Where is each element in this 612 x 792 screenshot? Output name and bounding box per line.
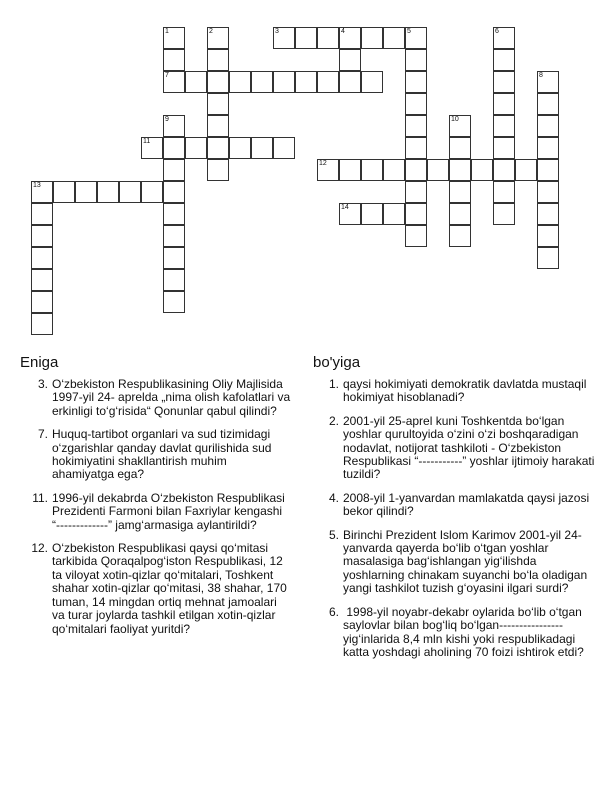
crossword-cell[interactable]	[185, 137, 207, 159]
crossword-cell[interactable]	[53, 181, 75, 203]
across-heading: Eniga	[20, 354, 59, 371]
crossword-cell[interactable]	[317, 159, 339, 181]
crossword-cell[interactable]	[493, 115, 515, 137]
crossword-cell[interactable]	[163, 71, 185, 93]
crossword-cell[interactable]	[119, 181, 141, 203]
crossword-cell[interactable]	[163, 49, 185, 71]
crossword-cell[interactable]	[317, 27, 339, 49]
crossword-cell[interactable]	[361, 71, 383, 93]
cell-number: 1	[165, 28, 169, 35]
crossword-cell[interactable]	[537, 247, 559, 269]
crossword-cell[interactable]	[537, 181, 559, 203]
clue-item	[313, 492, 598, 519]
crossword-cell[interactable]	[229, 71, 251, 93]
clue-text: qaysi hokimiyati demokratik davlatda mustaqil hokimiyat hisoblanadi?	[343, 377, 590, 405]
crossword-cell[interactable]	[339, 71, 361, 93]
crossword-cell[interactable]	[207, 71, 229, 93]
clue-item	[22, 542, 292, 636]
clue-text: Huquq-tartibot organlari va sud tizimidagi o‘zgarishlar qanday davlat qurilishida sud hokimiyatini shakllantirish muhim ahamiyatga ega?	[52, 427, 275, 482]
cell-number: 2	[209, 28, 213, 35]
cell-number: 6	[495, 28, 499, 35]
crossword-cell[interactable]	[141, 137, 163, 159]
clue-item	[22, 378, 292, 418]
crossword-cell[interactable]	[97, 181, 119, 203]
crossword-cell[interactable]	[163, 27, 185, 49]
crossword-cell[interactable]	[405, 137, 427, 159]
crossword-cell[interactable]	[163, 181, 185, 203]
crossword-cell[interactable]	[405, 115, 427, 137]
crossword-cell[interactable]	[449, 159, 471, 181]
crossword-cell[interactable]	[493, 93, 515, 115]
clue-number: 3.	[37, 377, 48, 391]
crossword-cell[interactable]	[251, 137, 273, 159]
crossword-cell[interactable]	[471, 159, 493, 181]
clue-item	[22, 428, 292, 482]
cell-number: 14	[341, 204, 349, 211]
crossword-cell[interactable]	[405, 71, 427, 93]
crossword-cell[interactable]	[163, 115, 185, 137]
crossword-cell[interactable]	[493, 49, 515, 71]
crossword-cell[interactable]	[449, 137, 471, 159]
crossword-cell[interactable]	[493, 71, 515, 93]
crossword-cell[interactable]	[493, 159, 515, 181]
crossword-cell[interactable]	[383, 203, 405, 225]
crossword-cell[interactable]	[339, 159, 361, 181]
crossword-cell[interactable]	[537, 115, 559, 137]
crossword-cell[interactable]	[229, 137, 251, 159]
clue-text: O‘zbekiston Respublikasining Oliy Majlisida 1997-yil 24- aprelda „nima olish kafolatlari va erkinligi to‘g‘risida“ Qonunlar qabul qilindi?	[52, 377, 291, 418]
clue-item	[313, 606, 598, 660]
crossword-cell[interactable]	[537, 71, 559, 93]
crossword-cell[interactable]	[339, 203, 361, 225]
crossword-cell[interactable]	[537, 159, 559, 181]
clue-number: 6.	[328, 604, 339, 619]
crossword-cell[interactable]	[163, 269, 185, 291]
down-clue-list	[313, 378, 598, 669]
crossword-cell[interactable]	[537, 137, 559, 159]
across-clue-list	[22, 378, 292, 646]
clue-text: 1998-yil noyabr-dekabr oylarida bo‘lib o‘tgan saylovlar bilan bog‘liq bo‘lgan---------------- yig‘inlarida 8,4 mln kishi yoki respublikadagi katta yoshdagi aholining 70 foizi ishtirok etdi?	[343, 604, 586, 659]
crossword-cell[interactable]	[449, 225, 471, 247]
crossword-cell[interactable]	[31, 247, 53, 269]
crossword-cell[interactable]	[163, 225, 185, 247]
crossword-cell[interactable]	[141, 181, 163, 203]
clue-number: 1.	[328, 377, 339, 391]
clue-number: 11.	[32, 490, 48, 505]
crossword-cell[interactable]	[493, 27, 515, 49]
crossword-cell[interactable]	[31, 269, 53, 291]
crossword-cell[interactable]	[273, 27, 295, 49]
crossword-cell[interactable]	[405, 27, 427, 49]
crossword-cell[interactable]	[163, 247, 185, 269]
clue-number: 2.	[328, 413, 339, 428]
crossword-cell[interactable]	[405, 159, 427, 181]
crossword-cell[interactable]	[207, 49, 229, 71]
crossword-cell[interactable]	[163, 203, 185, 225]
crossword-cell[interactable]	[537, 93, 559, 115]
crossword-cell[interactable]	[493, 181, 515, 203]
clue-text: O‘zbekiston Respublikasi qaysi qo‘mitasi tarkibida Qoraqalpog‘iston Respublikasi, 12 ta viloyat xotin-qizlar qo‘mitalari, Toshkent shahar xotin-qizlar qo‘mitasi, 38 shahar, 170 tuman, 14 mingdan ortiq mehnat jamoalari va turar joylarda tashkil etilgan xotin-qizlar qo‘mitalari faoliyat yuritdi?	[52, 541, 291, 636]
crossword-cell[interactable]	[207, 137, 229, 159]
cell-number: 8	[539, 72, 543, 79]
crossword-cell[interactable]	[251, 71, 273, 93]
crossword-cell[interactable]	[31, 225, 53, 247]
crossword-cell[interactable]	[273, 137, 295, 159]
crossword-cell[interactable]	[537, 203, 559, 225]
cell-number: 9	[165, 116, 169, 123]
crossword-cell[interactable]	[537, 225, 559, 247]
crossword-cell[interactable]	[31, 181, 53, 203]
crossword-cell[interactable]	[207, 159, 229, 181]
cell-number: 5	[407, 28, 411, 35]
crossword-grid	[0, 0, 612, 345]
crossword-cell[interactable]	[427, 159, 449, 181]
clue-number: 5.	[328, 527, 339, 542]
crossword-cell[interactable]	[317, 71, 339, 93]
crossword-cell[interactable]	[185, 71, 207, 93]
crossword-cell[interactable]	[383, 159, 405, 181]
clue-text: 2001-yil 25-aprel kuni Toshkentda bo‘lgan yoshlar qurultoyida o‘zini o‘zi boshqaradigan nodavlat, notijorat tashkiloti - O‘zbekiston Respublikasi “-----------” yoshlar ijtimoiy harakati tuzildi?	[343, 413, 598, 482]
clue-item	[313, 415, 598, 482]
crossword-cell[interactable]	[361, 203, 383, 225]
crossword-cell[interactable]	[449, 181, 471, 203]
cell-number: 12	[319, 160, 327, 167]
clue-number: 4.	[328, 490, 339, 505]
crossword-cell[interactable]	[361, 27, 383, 49]
crossword-cell[interactable]	[493, 203, 515, 225]
crossword-cell[interactable]	[449, 203, 471, 225]
crossword-cell[interactable]	[295, 27, 317, 49]
crossword-cell[interactable]	[383, 27, 405, 49]
crossword-cell[interactable]	[163, 291, 185, 313]
clue-text: Birinchi Prezident Islom Karimov 2001-yil 24-yanvarda qayerda bo‘lib o‘tgan yoshlar masalasiga bag‘ishlangan yig‘ilishda yoshlarning chinakam suyanchi bo‘la oladigan yangi tashkilot tuzish g‘oyasini ilgari surdi?	[343, 527, 591, 596]
clue-text: 2008-yil 1-yanvardan mamlakatda qaysi jazosi bekor qilindi?	[343, 490, 593, 519]
cell-number: 4	[341, 28, 345, 35]
clue-text: 1996-yil dekabrda O‘zbekiston Respublikasi Prezidenti Farmoni bilan Faxriylar kengashi “-------------” jamg‘armasiga aylantirildi?	[52, 490, 289, 532]
crossword-cell[interactable]	[493, 137, 515, 159]
crossword-cell[interactable]	[515, 159, 537, 181]
crossword-cell[interactable]	[75, 181, 97, 203]
crossword-cell[interactable]	[405, 49, 427, 71]
clue-item	[313, 529, 598, 596]
crossword-cell[interactable]	[339, 27, 361, 49]
clue-number: 7.	[37, 427, 48, 442]
crossword-cell[interactable]	[31, 313, 53, 335]
cell-number: 7	[165, 72, 169, 79]
crossword-cell[interactable]	[405, 181, 427, 203]
crossword-cell[interactable]	[31, 291, 53, 313]
crossword-cell[interactable]	[449, 115, 471, 137]
clue-item	[22, 492, 292, 532]
cell-number: 11	[143, 138, 151, 145]
crossword-cell[interactable]	[163, 137, 185, 159]
crossword-cell[interactable]	[405, 93, 427, 115]
cell-number: 13	[33, 182, 41, 189]
crossword-cell[interactable]	[339, 49, 361, 71]
crossword-cell[interactable]	[361, 159, 383, 181]
crossword-cell[interactable]	[163, 159, 185, 181]
crossword-cell[interactable]	[207, 27, 229, 49]
down-heading: bo'yiga	[313, 354, 361, 371]
crossword-cell[interactable]	[295, 71, 317, 93]
clue-number: 12.	[31, 541, 48, 556]
clue-item	[313, 378, 598, 405]
crossword-cell[interactable]	[207, 93, 229, 115]
cell-number: 3	[275, 28, 279, 35]
crossword-cell[interactable]	[405, 203, 427, 225]
cell-number: 10	[451, 116, 459, 123]
crossword-cell[interactable]	[207, 115, 229, 137]
crossword-cell[interactable]	[31, 203, 53, 225]
crossword-cell[interactable]	[405, 225, 427, 247]
crossword-cell[interactable]	[273, 71, 295, 93]
